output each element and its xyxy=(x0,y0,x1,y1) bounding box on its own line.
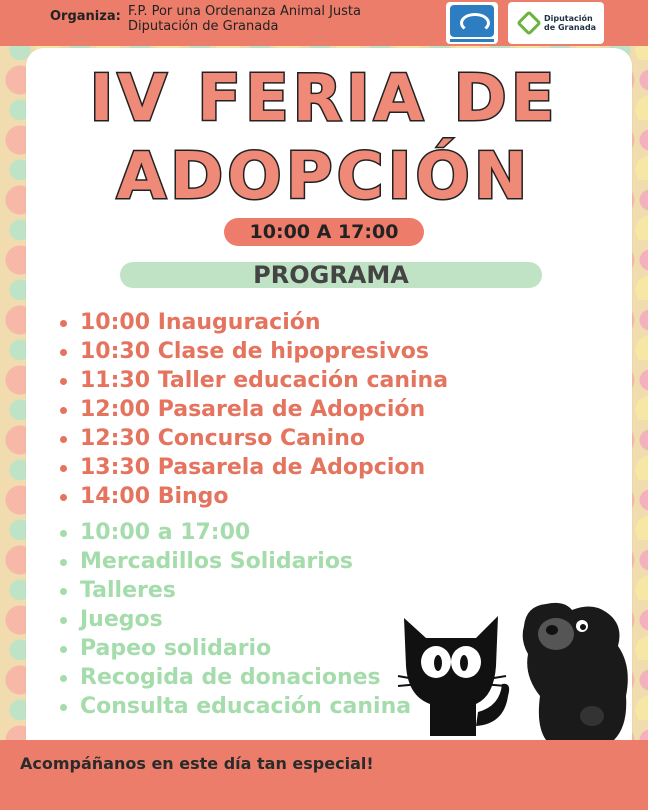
organizer-1: F.P. Por una Ordenanza Animal Justa xyxy=(128,4,361,19)
header-bar xyxy=(0,0,648,46)
schedule-item: 12:00 Pasarela de Adopción xyxy=(58,395,448,424)
title-line-1: IV FERIA DE xyxy=(89,62,559,136)
title-line-2: ADOPCIÓN xyxy=(116,140,532,214)
organizers-text xyxy=(128,4,361,34)
pets-illustration xyxy=(396,596,636,746)
activities-list xyxy=(58,518,411,721)
organiza-label: Organiza: xyxy=(50,9,121,24)
black-dog-icon xyxy=(523,603,628,740)
schedule-item: 13:30 Pasarela de Adopcion xyxy=(58,453,448,482)
schedule-list xyxy=(58,308,448,511)
schedule-item: 11:30 Taller educación canina xyxy=(58,366,448,395)
black-cat-icon xyxy=(398,616,509,736)
schedule-item: 12:30 Concurso Canino xyxy=(58,424,448,453)
hours-badge: 10:00 A 17:00 xyxy=(224,218,424,246)
programa-heading: PROGRAMA xyxy=(120,262,542,288)
activity-item: Mercadillos Solidarios xyxy=(58,547,411,576)
check-icon xyxy=(516,10,541,35)
footer-message: Acompáñanos en este día tan especial! xyxy=(20,754,374,773)
schedule-item: 10:30 Clase de hipopresivos xyxy=(58,337,448,366)
activity-item: Juegos xyxy=(58,605,411,634)
activity-item: Papeo solidario xyxy=(58,634,411,663)
activity-item: Consulta educación canina xyxy=(58,692,411,721)
footer-bar xyxy=(0,740,648,810)
schedule-item: 10:00 Inauguración xyxy=(58,308,448,337)
diputacion-granada-logo: Diputación de Granada xyxy=(508,2,604,44)
activity-item: Recogida de donaciones xyxy=(58,663,411,692)
activity-item: 10:00 a 17:00 xyxy=(58,518,411,547)
organizer-2: Diputación de Granada xyxy=(128,19,279,34)
ordenanza-animal-logo xyxy=(446,2,498,44)
schedule-item: 14:00 Bingo xyxy=(58,482,448,511)
activity-item: Talleres xyxy=(58,576,411,605)
